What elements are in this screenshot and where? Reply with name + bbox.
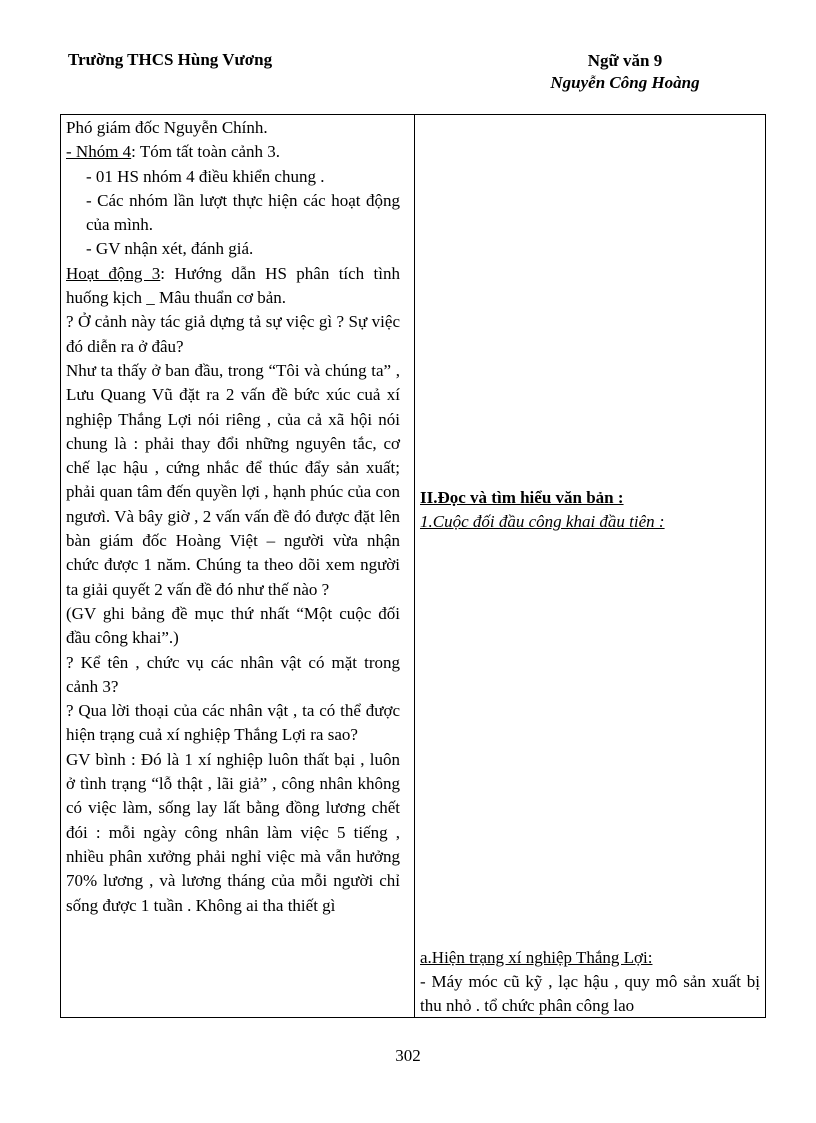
item-a-text: - Máy móc cũ kỹ , lạc hậu , quy mô sản xuất bị thu nhỏ . tổ chức phân công lao <box>420 972 760 1015</box>
teacher-activity-column <box>66 116 400 918</box>
group4-line <box>66 140 400 164</box>
bullet-item: - 01 HS nhóm 4 điều khiển chung . <box>86 166 325 186</box>
activity3-label: Hoạt động 3 <box>66 263 161 283</box>
question-paragraph: ? Ở cảnh này tác giả dựng tả sự việc gì ? Sự việc đó diễn ra ở đâu? <box>66 312 400 356</box>
intro-line: Phó giám đốc Nguyễn Chính. <box>66 118 268 137</box>
subject-title: Ngữ văn 9 <box>587 51 663 70</box>
header-right <box>536 50 714 94</box>
subsection-title: 1.Cuộc đối đầu công khai đầu tiên : <box>420 512 665 531</box>
question-paragraph: ? Qua lời thoại của các nhân vật , ta có thể được hiện trạng cuả xí nghiệp Thắng Lợi ra sao? <box>66 701 400 745</box>
author-name: Nguyễn Công Hoàng <box>550 73 700 92</box>
bullet-item: - Các nhóm lần lượt thực hiện các hoạt động của mình. <box>86 190 400 235</box>
commentary-paragraph: GV bình : Đó là 1 xí nghiệp luôn thất bại , luôn ở tình trạng “lỗ thật , lãi giả” , công nhân không có việc làm, sống lay lất bằng đồng lương chết đói : mỗi ngày công nhân làm việc 5 tiếng , nhiều phân xưởng phải nghỉ việc mà vẫn hưởng 70% lương , và lương tháng của mỗi người chỉ sống được 1 tuần . Không ai tha thiết gì <box>66 749 400 915</box>
activity3-text: : Hướng dẫn HS phân tích tình huống kịch _ Mâu thuẩn cơ bản. <box>66 263 400 308</box>
group4-label: - Nhóm 4 <box>66 142 132 162</box>
page-number: 302 <box>395 1046 421 1065</box>
item-a <box>420 946 760 1018</box>
item-a-title: a.Hiện trạng xí nghiệp Thắng Lợi: <box>420 948 653 967</box>
section-title: II.Đọc và tìm hiểu văn bản : <box>420 488 624 507</box>
explanation-paragraph: Như ta thấy ở ban đầu, trong “Tôi và chúng ta” , Lưu Quang Vũ đặt ra 2 vấn đề bức xúc cuả xí nghiệp Thắng Lợi nói riêng , của cả xã hội nói chung là : phải thay đổi những nguyên tắc, cơ chế lạc hậu , cứng nhắc để thúc đẩy sản xuất; phải quan tâm đến quyền lợi , hạnh phúc của con ngươì. Và bây giờ , 2 vấn vấn đề đó được đặt lên bàn giám đốc Hoàng Việt – người vừa nhận chức được 1 năm. Chúng ta theo dõi xem người ta giải quyết 2 vấn đề đó như thế nào ? <box>66 360 400 599</box>
activity3-line <box>66 262 400 311</box>
bullet-item: - GV nhận xét, đánh giá. <box>86 239 254 259</box>
column-divider <box>414 114 415 1018</box>
board-note-paragraph: (GV ghi bảng đề mục thứ nhất “Một cuộc đối đầu công khai”.) <box>66 603 400 648</box>
school-name: Trường THCS Hùng Vương <box>68 50 273 69</box>
group4-text: : Tóm tất toàn cảnh 3. <box>131 142 281 162</box>
question-paragraph: ? Kể tên , chức vụ các nhân vật có mặt trong cảnh 3? <box>66 652 400 696</box>
